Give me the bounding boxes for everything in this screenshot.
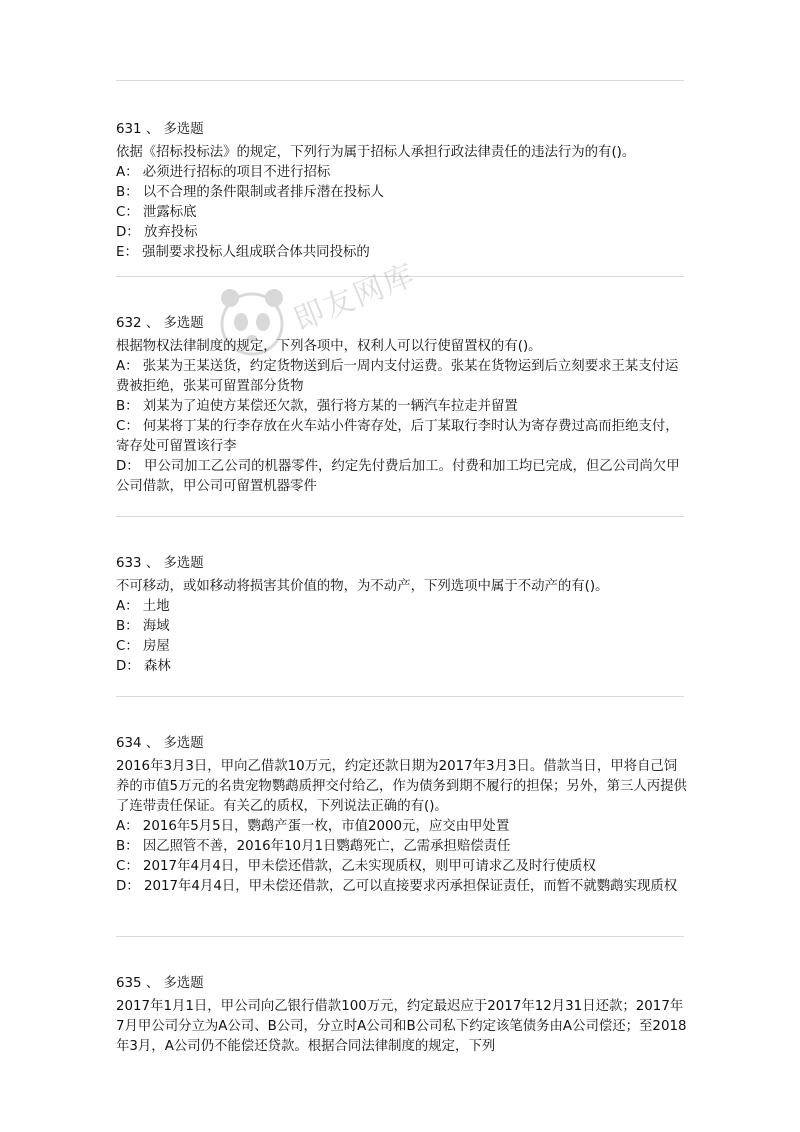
question-stem: 依据《招标投标法》的规定，下列行为属于招标人承担行政法律责任的违法行为的有()。 [116,145,636,160]
option-a: A： 2016年5月5日，鹦鹉产蛋一枚，市值2000元，应交由甲处置 [116,819,510,834]
option-b: B： 以不合理的条件限制或者排斥潜在投标人 [116,185,384,200]
question-634 [116,734,688,897]
question-631 [116,120,688,263]
watermark-text: 即友网库 [288,257,421,338]
divider [116,80,684,81]
option-a: A： 土地 [116,599,170,614]
divider [116,936,684,937]
question-number: 631 、 多选题 [116,122,204,137]
option-c: C： 房屋 [116,639,170,654]
question-number: 634 、 多选题 [116,736,204,751]
option-c: C： 2017年4月4日，甲未偿还借款，乙未实现质权，则甲可请求乙及时行使质权 [116,859,596,874]
option-b: B： 海域 [116,619,170,634]
option-b: B： 因乙照管不善，2016年10月1日鹦鹉死亡，乙需承担赔偿责任 [116,839,511,854]
option-b: B： 刘某为了迫使方某偿还欠款，强行将方某的一辆汽车拉走并留置 [116,399,518,414]
question-stem: 2016年3月3日，甲向乙借款10万元，约定还款日期为2017年3月3日。借款当日，甲将自己饲养的市值5万元的名贵宠物鹦鹉质押交付给乙，作为债务到期不履行的担保；另外，第三人丙提供了连带责任保证。有关乙的质权，下列说法正确的有()。 [116,759,687,814]
question-number: 633 、 多选题 [116,556,204,571]
option-d: D： 放弃投标 [116,225,198,240]
divider [116,276,684,277]
question-632 [116,314,688,497]
question-635 [116,974,688,1057]
option-d: D： 甲公司加工乙公司的机器零件，约定先付费后加工。付费和加工均已完成，但乙公司尚欠甲公司借款，甲公司可留置机器零件 [116,459,680,494]
question-633 [116,554,688,677]
option-c: C： 泄露标底 [116,205,197,220]
option-a: A： 必须进行招标的项目不进行招标 [116,165,331,180]
option-d: D： 森林 [116,659,171,674]
question-stem: 2017年1月1日，甲公司向乙银行借款100万元，约定最迟应于2017年12月31日还款；2017年7月甲公司分立为A公司、B公司，分立时A公司和B公司私下约定该笔债务由A公司偿还；至2018年3月，A公司仍不能偿还贷款。根据合同法律制度的规定，下列 [116,999,687,1054]
question-number: 635 、 多选题 [116,976,204,991]
option-e: E： 强制要求投标人组成联合体共同投标的 [116,245,370,260]
divider [116,516,684,517]
option-d: D： 2017年4月4日，甲未偿还借款，乙可以直接要求丙承担保证责任，而暂不就鹦鹉实现质权 [116,879,678,894]
question-stem: 不可移动，或如移动将损害其价值的物，为不动产，下列选项中属于不动产的有()。 [116,579,609,594]
option-c: C： 何某将丁某的行李存放在火车站小件寄存处，后丁某取行李时认为寄存费过高而拒绝支付，寄存处可留置该行李 [116,419,679,454]
option-a: A： 张某为王某送货，约定货物送到后一周内支付运费。张某在货物运到后立刻要求王某支付运费被拒绝，张某可留置部分货物 [116,359,679,394]
divider [116,696,684,697]
question-stem: 根据物权法律制度的规定，下列各项中，权利人可以行使留置权的有()。 [116,339,542,354]
question-number: 632 、 多选题 [116,316,204,331]
